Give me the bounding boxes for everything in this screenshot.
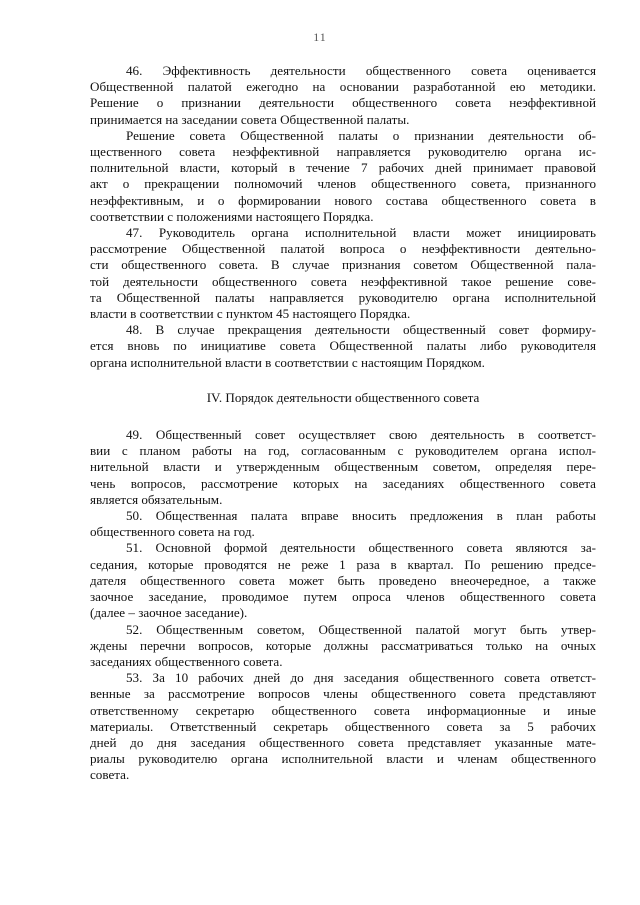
paragraph (90, 508, 596, 540)
text-line: (далее – заочное заседание). (90, 605, 248, 621)
paragraph (90, 540, 596, 621)
text-line: седания, которые проводятся не реже 1 раза в квартал. По решению предсе- (90, 556, 596, 572)
text-line: соответствии с положениями настоящего Порядка. (90, 208, 374, 224)
paragraph (90, 670, 596, 783)
text-line: является обязательным. (90, 491, 223, 507)
text-line: Общественной палатой ежегодно на основании разработанной ею методики. (90, 79, 596, 95)
text-line: Решение о признании деятельности общественного совета неэффективной (90, 95, 596, 111)
text-line: неэффективным, и о формировании нового состава общественного совета в (90, 192, 596, 208)
paragraph (90, 427, 596, 508)
text-line: 53. За 10 рабочих дней до дня заседания общественного совета ответст- (126, 670, 596, 686)
text-line: власти в соответствии с пунктом 45 настоящего Порядка. (90, 306, 411, 322)
text-line: полнительной власти, который в течение 7 рабочих дней принимает правовой (90, 160, 596, 176)
text-line: ответственному секретарю общественного совета информационные и иные (90, 702, 596, 718)
paragraph (90, 622, 596, 671)
text-line: той деятельности общественного совета неэффективной такое решение сове- (90, 273, 596, 289)
text-line: рассмотрение Общественной палатой вопроса о неэффективности деятельно- (90, 241, 596, 257)
section-before (90, 63, 596, 371)
text-line: органа исполнительной власти в соответствии с настоящим Порядком. (90, 354, 485, 370)
text-line: заседаниях общественного совета. (90, 653, 283, 669)
text-line: нительной власти и утвержденным общественным советом, определяя пере- (90, 459, 596, 475)
text-line: 51. Основной формой деятельности общественного совета являются за- (126, 540, 596, 556)
text-line: сти общественного совета. В случае признания советом Общественной пала- (90, 257, 596, 273)
text-line: риалы руководителю органа исполнительной власти и членам общественного (90, 751, 596, 767)
section-heading: IV. Порядок деятельности общественного совета (206, 389, 480, 405)
paragraph (90, 128, 596, 225)
text-line: чень вопросов, рассмотрение которых на заседаниях общественного совета (90, 475, 596, 491)
text-line: 52. Общественным советом, Общественной палатой могут быть утвер- (126, 621, 596, 637)
text-line: щественного совета неэффективной направляется руководителю органа ис- (90, 144, 596, 160)
text-line: 49. Общественный совет осуществляет свою деятельность в соответст- (126, 427, 596, 443)
text-line: заочное заседание, проводимое путем опроса членов общественного совета (90, 589, 596, 605)
page-number: 11 (313, 30, 327, 44)
text-line: акт о прекращении полномочий членов общественного совета, признанного (90, 176, 596, 192)
text-line: общественного совета на год. (90, 524, 255, 540)
text-line: материалы. Ответственный секретарь общественного совета за 5 рабочих (90, 718, 596, 734)
paragraph (90, 63, 596, 128)
paragraph (90, 322, 596, 371)
text-line: ждены перечни вопросов, которые должны рассматриваться только на очных (90, 637, 596, 653)
text-line: дней до дня заседания общественного совета представляет указанные мате- (90, 734, 596, 750)
text-line: вии с планом работы на год, согласованным с руководителем органа испол- (90, 443, 596, 459)
text-line: та Общественной палаты направляется руководителю органа исполнительной (90, 289, 596, 305)
document-body (90, 63, 596, 784)
text-line: венные за рассмотрение вопросов члены общественного совета представляют (90, 686, 596, 702)
text-line: 48. В случае прекращения деятельности общественный совет формиру- (126, 322, 596, 338)
text-line: ется вновь по инициативе совета Общественной палаты либо руководителя (90, 338, 596, 354)
text-line: 47. Руководитель органа исполнительной власти может инициировать (126, 225, 596, 241)
text-line: Решение совета Общественной палаты о признании деятельности об- (126, 127, 596, 143)
paragraph (90, 225, 596, 322)
text-line: дателя общественного совета может быть проведено внеочередное, а также (90, 572, 596, 588)
section-after (90, 427, 596, 783)
text-line: принимается на заседании совета Общественной палаты. (90, 111, 410, 127)
text-line: совета. (90, 767, 130, 783)
text-line: 50. Общественная палата вправе вносить предложения в план работы (126, 508, 596, 524)
text-line: 46. Эффективность деятельности общественного совета оценивается (126, 63, 596, 78)
